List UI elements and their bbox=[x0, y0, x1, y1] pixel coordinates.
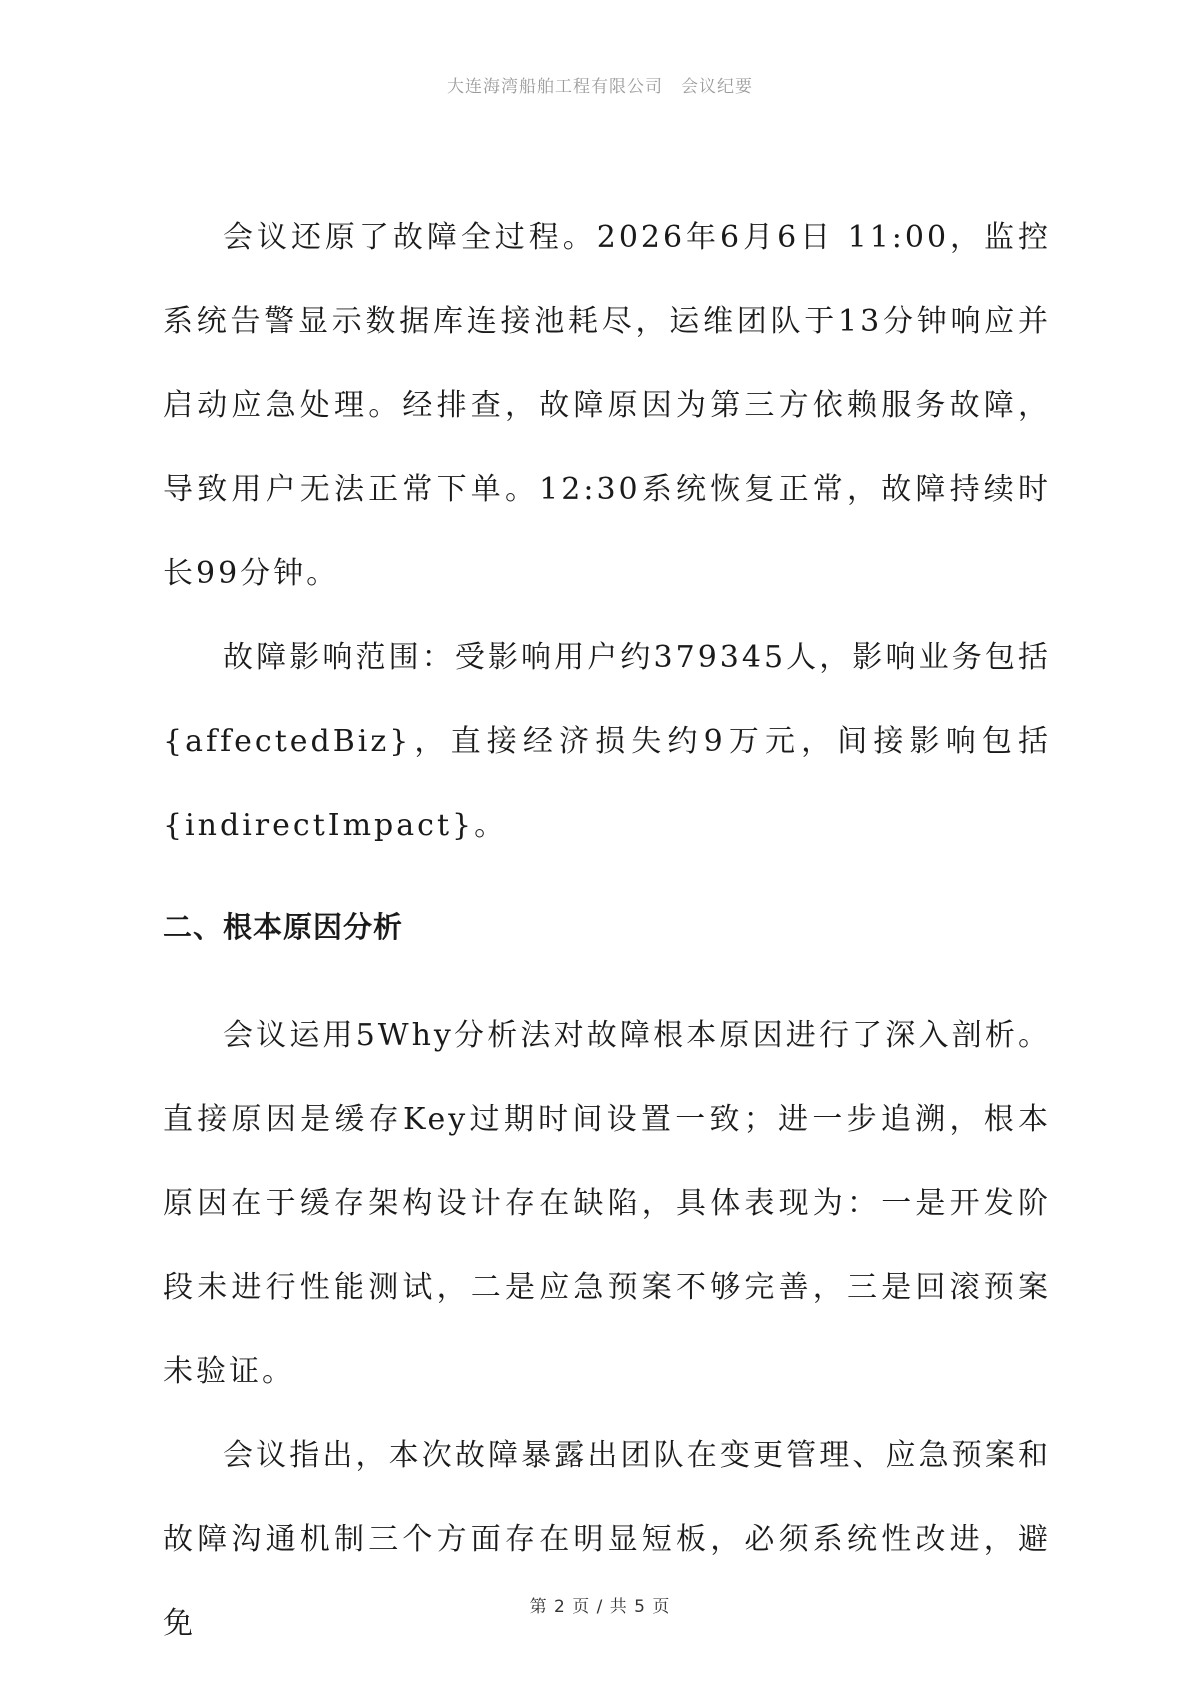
paragraph-impact: 故障影响范围：受影响用户约379345人，影响业务包括{affectedBiz}，直接经济损失约9万元，间接影响包括{indirectImpact}。 bbox=[163, 640, 1051, 843]
header-doc-type: 会议纪要 bbox=[681, 77, 753, 97]
section-heading-root-cause: 二、根本原因分析 bbox=[163, 910, 404, 944]
paragraph-conclusion: 会议指出，本次故障暴露出团队在变更管理、应急预案和故障沟通机制三个方面存在明显短板，必须系统性改进，避免 bbox=[163, 1438, 1051, 1641]
document-body bbox=[163, 196, 1051, 1666]
paragraph-root-cause: 会议运用5Why分析法对故障根本原因进行了深入剖析。直接原因是缓存Key过期时间设置一致；进一步追溯，根本原因在于缓存架构设计存在缺陷，具体表现为：一是开发阶段未进行性能测试，二是应急预案不够完善，三是回滚预案未验证。 bbox=[163, 1018, 1051, 1389]
paragraph-timeline: 会议还原了故障全过程。2026年6月6日 11:00，监控系统告警显示数据库连接池耗尽，运维团队于13分钟响应并启动应急处理。经排查，故障原因为第三方依赖服务故障，导致用户无法正常下单。12:30系统恢复正常，故障持续时长99分钟。 bbox=[163, 220, 1051, 591]
header-company: 大连海湾船舶工程有限公司 bbox=[447, 77, 663, 97]
page-number: 第 2 页 / 共 5 页 bbox=[529, 1597, 671, 1617]
page-header bbox=[0, 72, 1200, 97]
